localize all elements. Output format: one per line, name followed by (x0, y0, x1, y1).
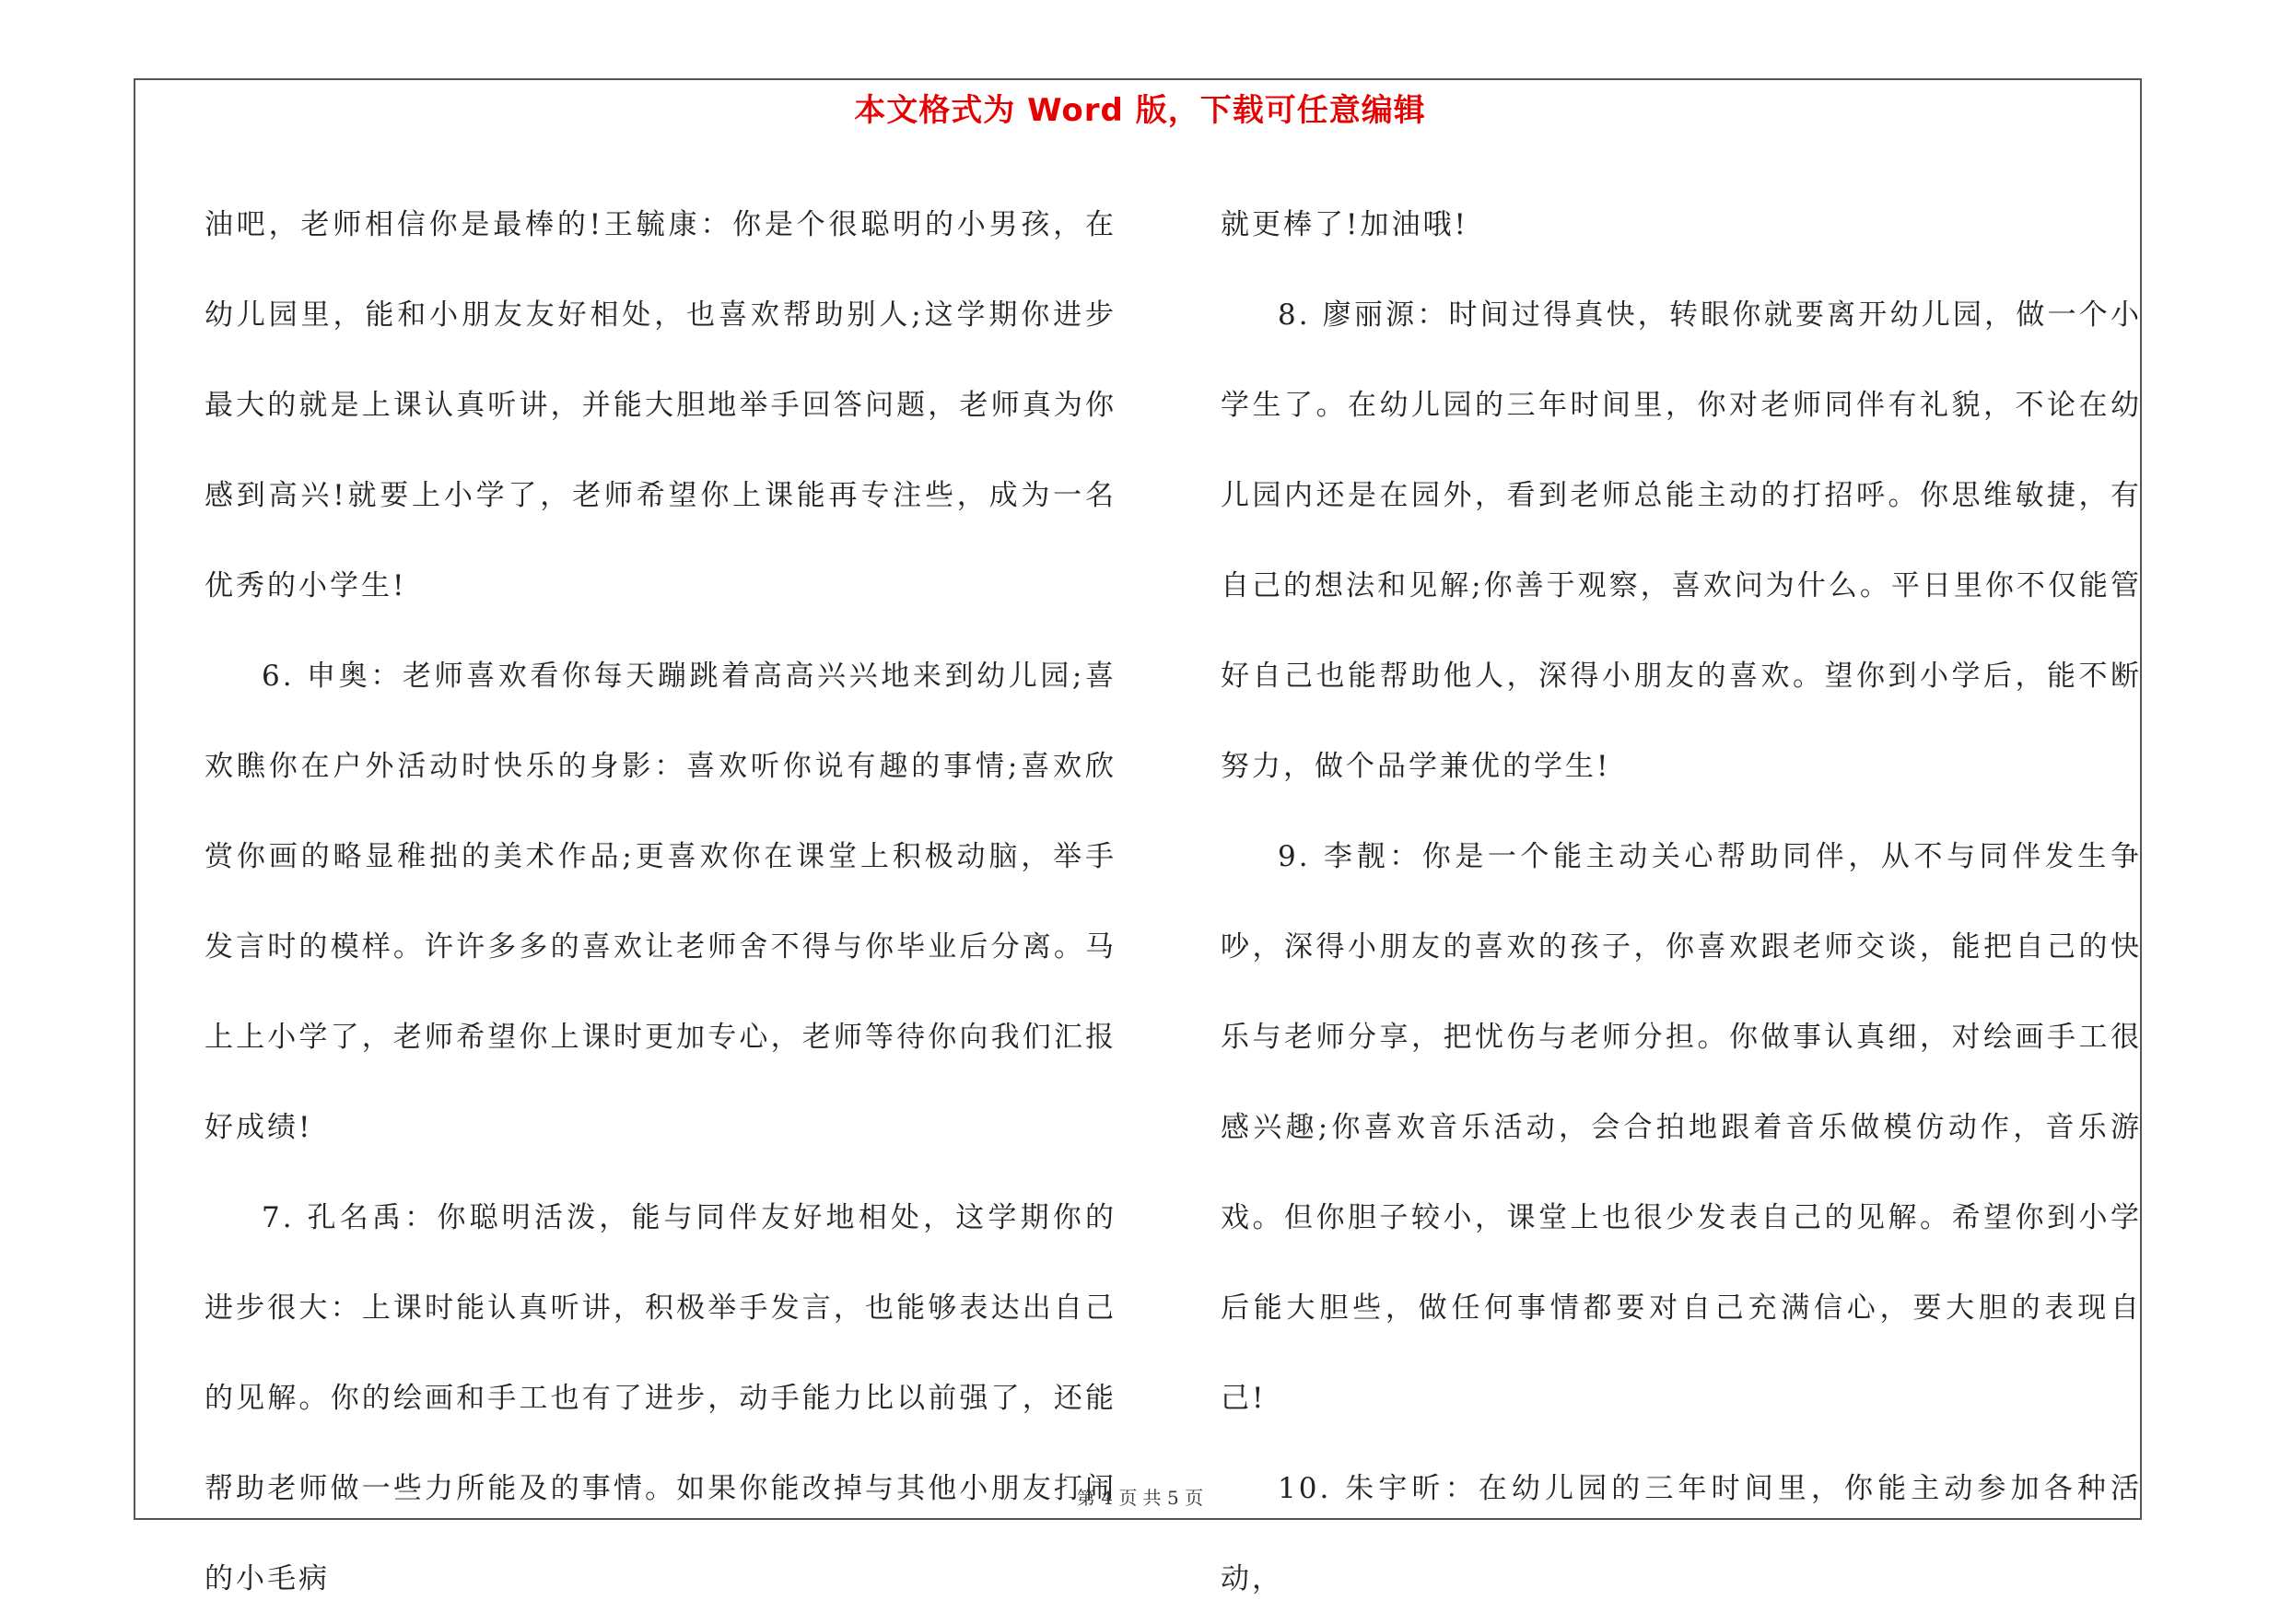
format-banner: 本文格式为 Word 版，下载可任意编辑 (854, 92, 1426, 129)
paragraph: 9. 李靓：你是一个能主动关心帮助同伴，从不与同伴发生争吵，深得小朋友的喜欢的孩子，你喜欢跟老师交谈，能把自己的快乐与老师分享，把忧伤与老师分担。你做事认真细，对绘画手工很感兴趣;你喜欢音乐活动，会合拍地跟着音乐做模仿动作，音乐游戏。但你胆子较小，课堂上也很少发表自己的见解。希望你到小学后能大胆些，做任何事情都要对自己充满信心，要大胆的表现自己! (1221, 840, 2142, 1415)
paragraph: 油吧，老师相信你是最棒的!王毓康：你是个很聪明的小男孩，在幼儿园里，能和小朋友友好相处，也喜欢帮助别人;这学期你进步最大的就是上课认真听讲，并能大胆地举手回答问题，老师真为你感到高兴!就要上小学了，老师希望你上课能再专注些，成为一名优秀的小学生! (205, 208, 1117, 602)
right-column (1221, 180, 2142, 1624)
left-column (205, 180, 1117, 1624)
paragraph: 8. 廖丽源：时间过得真快，转眼你就要离开幼儿园，做一个小学生了。在幼儿园的三年时间里，你对老师同伴有礼貌，不论在幼儿园内还是在园外，看到老师总能主动的打招呼。你思维敏捷，有自己的想法和见解;你善于观察，喜欢问为什么。平日里你不仅能管好自己也能帮助他人，深得小朋友的喜欢。望你到小学后，能不断努力，做个品学兼优的学生! (1221, 298, 2142, 783)
paragraph: 10. 朱宇昕：在幼儿园的三年时间里，你能主动参加各种活动， (1221, 1472, 2142, 1595)
paragraph: 6. 申奥：老师喜欢看你每天蹦跳着高高兴兴地来到幼儿园;喜欢瞧你在户外活动时快乐的身影：喜欢听你说有趣的事情;喜欢欣赏你画的略显稚拙的美术作品;更喜欢你在课堂上积极动脑，举手发言时的模样。许许多多的喜欢让老师舍不得与你毕业后分离。马上上小学了，老师希望你上课时更加专心，老师等待你向我们汇报好成绩! (205, 660, 1117, 1144)
page-number: 第 4 页 共 5 页 (1076, 1487, 1204, 1509)
paragraph: 就更棒了!加油哦! (1221, 208, 1468, 241)
paragraph: 7. 孔名禹：你聪明活泼，能与同伴友好地相处，这学期你的进步很大：上课时能认真听讲，积极举手发言，也能够表达出自己的见解。你的绘画和手工也有了进步，动手能力比以前强了，还能帮助老师做一些力所能及的事情。如果你能改掉与其他小朋友打闹的小毛病 (205, 1201, 1117, 1595)
